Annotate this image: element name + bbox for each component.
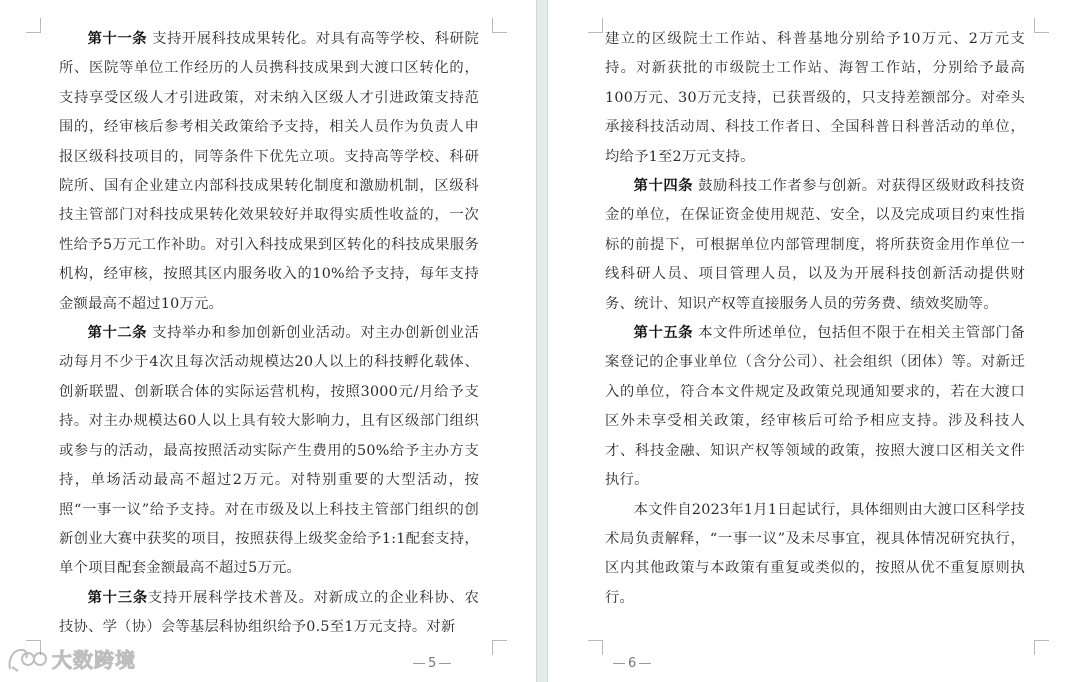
article-text: 支持举办和参加创新创业活动。对主办创新创业活动每月不少于4次且每次活动规模达20人以上的科技孵化载体、创新联盟、创新联合体的实际运营机构，按照3000元/月给予支持。对主办规模达60人以上具有较大影响力，且有区级部门组织或参与的活动，最高按照活动实际产生费用的50%给予主办方支持，单场活动最高不超过2万元。对特别重要的大型活动，按照“一事一议”给予支持。对在市级及以上科技主管部门组织的创新创业大赛中获奖的项目，按照获得上级奖金给予1:1配套支持，单个项目配套金额最高不超过5万元。: [59, 325, 480, 577]
corner-mark-top-right: [492, 18, 507, 33]
article-paragraph: [59, 319, 479, 584]
closing-paragraph: 本文件自2023年1月1日起试行，具体细则由大渡口区科学技术局负责解释，“一事一议”及未尽事宜，视具体情况研究执行，区内其他政策与本政策有重复或类似的，按照从优不重复原则执行。: [605, 501, 1025, 606]
page-number: 6: [610, 656, 654, 671]
article-heading: 第十四条: [633, 178, 694, 195]
corner-mark-bottom-right: [492, 640, 507, 655]
page-body: [605, 25, 1025, 613]
article-heading: 第十一条: [87, 31, 148, 47]
page-number: 5: [410, 656, 454, 671]
page-gutter: [536, 0, 548, 682]
watermark: [6, 644, 136, 673]
article-text: 本文件所述单位，包括但不限于在相关主管部门备案登记的企事业单位（含分公司）、社会组织（团体）等。对新迁入的单位，符合本文件规定及政策兑现通知要求的，若在大渡口区外未享受相关政策，经审核后可给予相应支持。涉及科技人才、科技金融、知识产权等领域的政策，按照大渡口区相关文件执行。: [605, 325, 1026, 489]
article-paragraph: [605, 172, 1025, 319]
corner-mark-bottom-left: [588, 640, 603, 655]
article-text: 支持开展科技成果转化。对具有高等学校、科研院所、医院等单位工作经历的人员携科技成果到大渡口区转化的，支持享受区级人才引进政策，对未纳入区级人才引进政策支持范围的，经审核后参考相关政策给予支持，相关人员作为负责人申报区级科技项目的，同等条件下优先立项。支持高等学校、科研院所、国有企业建立内部科技成果转化制度和激励机制，区级科技主管部门对科技成果转化效果较好并取得实质性收益的，一次性给予5万元工作补助。对引入科技成果到区转化的科技成果服务机构，经审核，按照其区内服务收入的10%给予支持，每年支持金额最高不超过10万元。: [59, 31, 480, 312]
document-page-right: [548, 0, 1080, 682]
corner-mark-top-right: [1034, 18, 1049, 33]
document-page-left: [0, 0, 536, 682]
article-paragraph: [59, 25, 479, 319]
page-body: [59, 25, 479, 643]
watermark-text: 大数跨境: [52, 648, 136, 672]
article-text: 鼓励科技工作者参与创新。对获得区级财政科技资金的单位，在保证资金使用规范、安全，以及完成项目约束性指标的前提下，可根据单位内部管理制度，将所获资金用作单位一线科研人员、项目管理人员，以及为开展科技创新活动提供财务、统计、知识产权等直接服务人员的劳务费、绩效奖励等。: [605, 178, 1026, 312]
article-paragraph: [59, 584, 479, 643]
corner-mark-top-left: [26, 18, 41, 33]
article-text: 支持开展科学技术普及。对新成立的企业科协、农技协、学（协）会等基层科协组织给予0.5至1万元支持。对新: [59, 589, 480, 636]
corner-mark-bottom-right: [1034, 640, 1049, 655]
article-heading: 第十五条: [633, 325, 694, 342]
brand-logo-icon: [6, 645, 48, 673]
article-heading: 第十三条: [87, 589, 148, 606]
article-heading: 第十二条: [87, 325, 148, 342]
article-paragraph: [605, 319, 1025, 495]
corner-mark-top-left: [588, 18, 603, 33]
continued-paragraph: 建立的区级院士工作站、科普基地分别给予10万元、2万元支持。对新获批的市级院士工作站、海智工作站，分别给予最高100万元、30万元支持，已获晋级的，只支持差额部分。对牵头承接科技活动周、科技工作者日、全国科普日科普活动的单位，均给予1至2万元支持。: [605, 31, 1025, 165]
